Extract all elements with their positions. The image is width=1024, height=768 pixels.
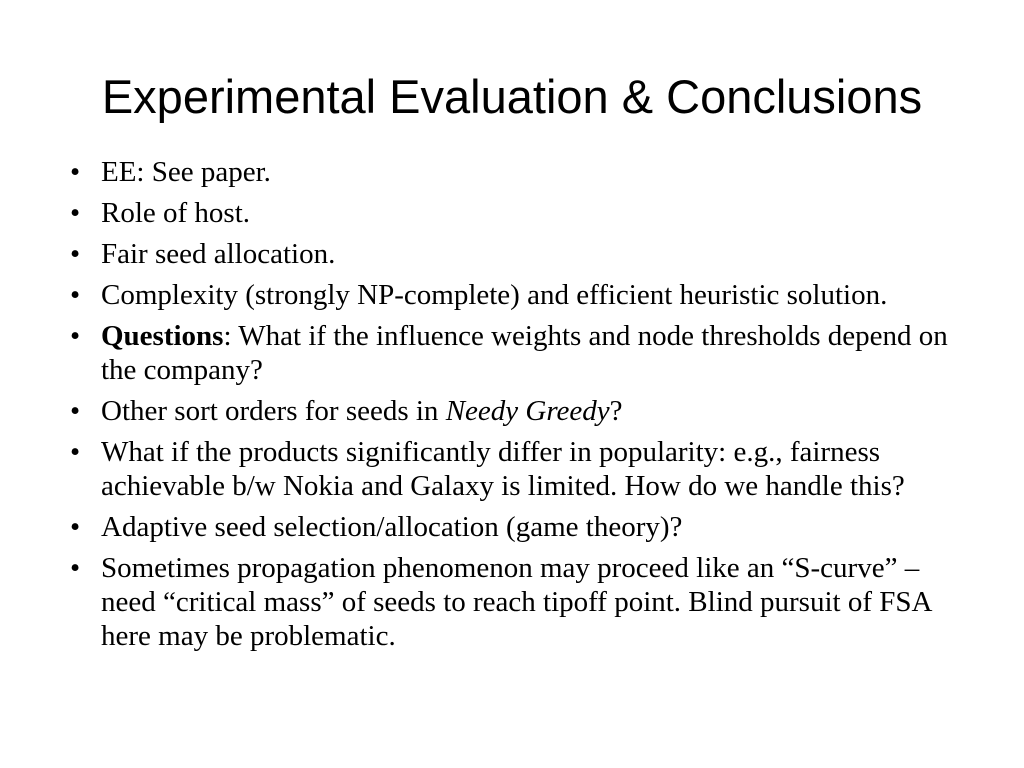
bullet-text: Adaptive seed selection/allocation (game theory)? — [101, 511, 683, 543]
bullet-item — [70, 394, 970, 428]
bullet-item — [70, 510, 970, 544]
bullet-text: Complexity (strongly NP-complete) and efficient heuristic solution. — [101, 279, 888, 311]
bullet-bold-text: Questions — [101, 320, 224, 352]
bullet-dot: • — [70, 279, 81, 311]
bullet-text: : What if the influence weights and node thresholds depend on the company? — [101, 320, 948, 386]
bullet-item — [70, 237, 970, 271]
bullet-text: Fair seed allocation. — [101, 238, 336, 270]
bullet-dot: • — [70, 511, 81, 543]
bullet-item — [70, 278, 970, 312]
slide-title: Experimental Evaluation & Conclusions — [101, 70, 923, 123]
bullet-item — [70, 435, 970, 503]
bullet-item — [70, 319, 970, 387]
bullet-item — [70, 155, 970, 189]
bullet-dot: • — [70, 156, 81, 188]
bullet-dot: • — [70, 436, 81, 468]
bullet-dot: • — [70, 395, 81, 427]
bullet-list — [70, 155, 970, 660]
bullet-item — [70, 196, 970, 230]
bullet-dot: • — [70, 320, 81, 352]
bullet-text: Other sort orders for seeds in — [101, 395, 446, 427]
bullet-text: Sometimes propagation phenomenon may proceed like an “S-curve” – need “critical mass” of seeds to reach tipoff point. Blind pursuit of FSA here may be problematic. — [101, 552, 931, 652]
bullet-text: EE: See paper. — [101, 156, 271, 188]
bullet-text: What if the products significantly differ in popularity: e.g., fairness achievable b/w Nokia and Galaxy is limited. How do we handle this? — [101, 436, 905, 502]
bullet-suffix-text: ? — [609, 395, 623, 427]
bullet-item — [70, 551, 970, 653]
bullet-dot: • — [70, 552, 81, 584]
bullet-text: Role of host. — [101, 197, 251, 229]
bullet-dot: • — [70, 238, 81, 270]
bullet-italic-text: Needy Greedy — [445, 395, 610, 427]
bullet-dot: • — [70, 197, 81, 229]
